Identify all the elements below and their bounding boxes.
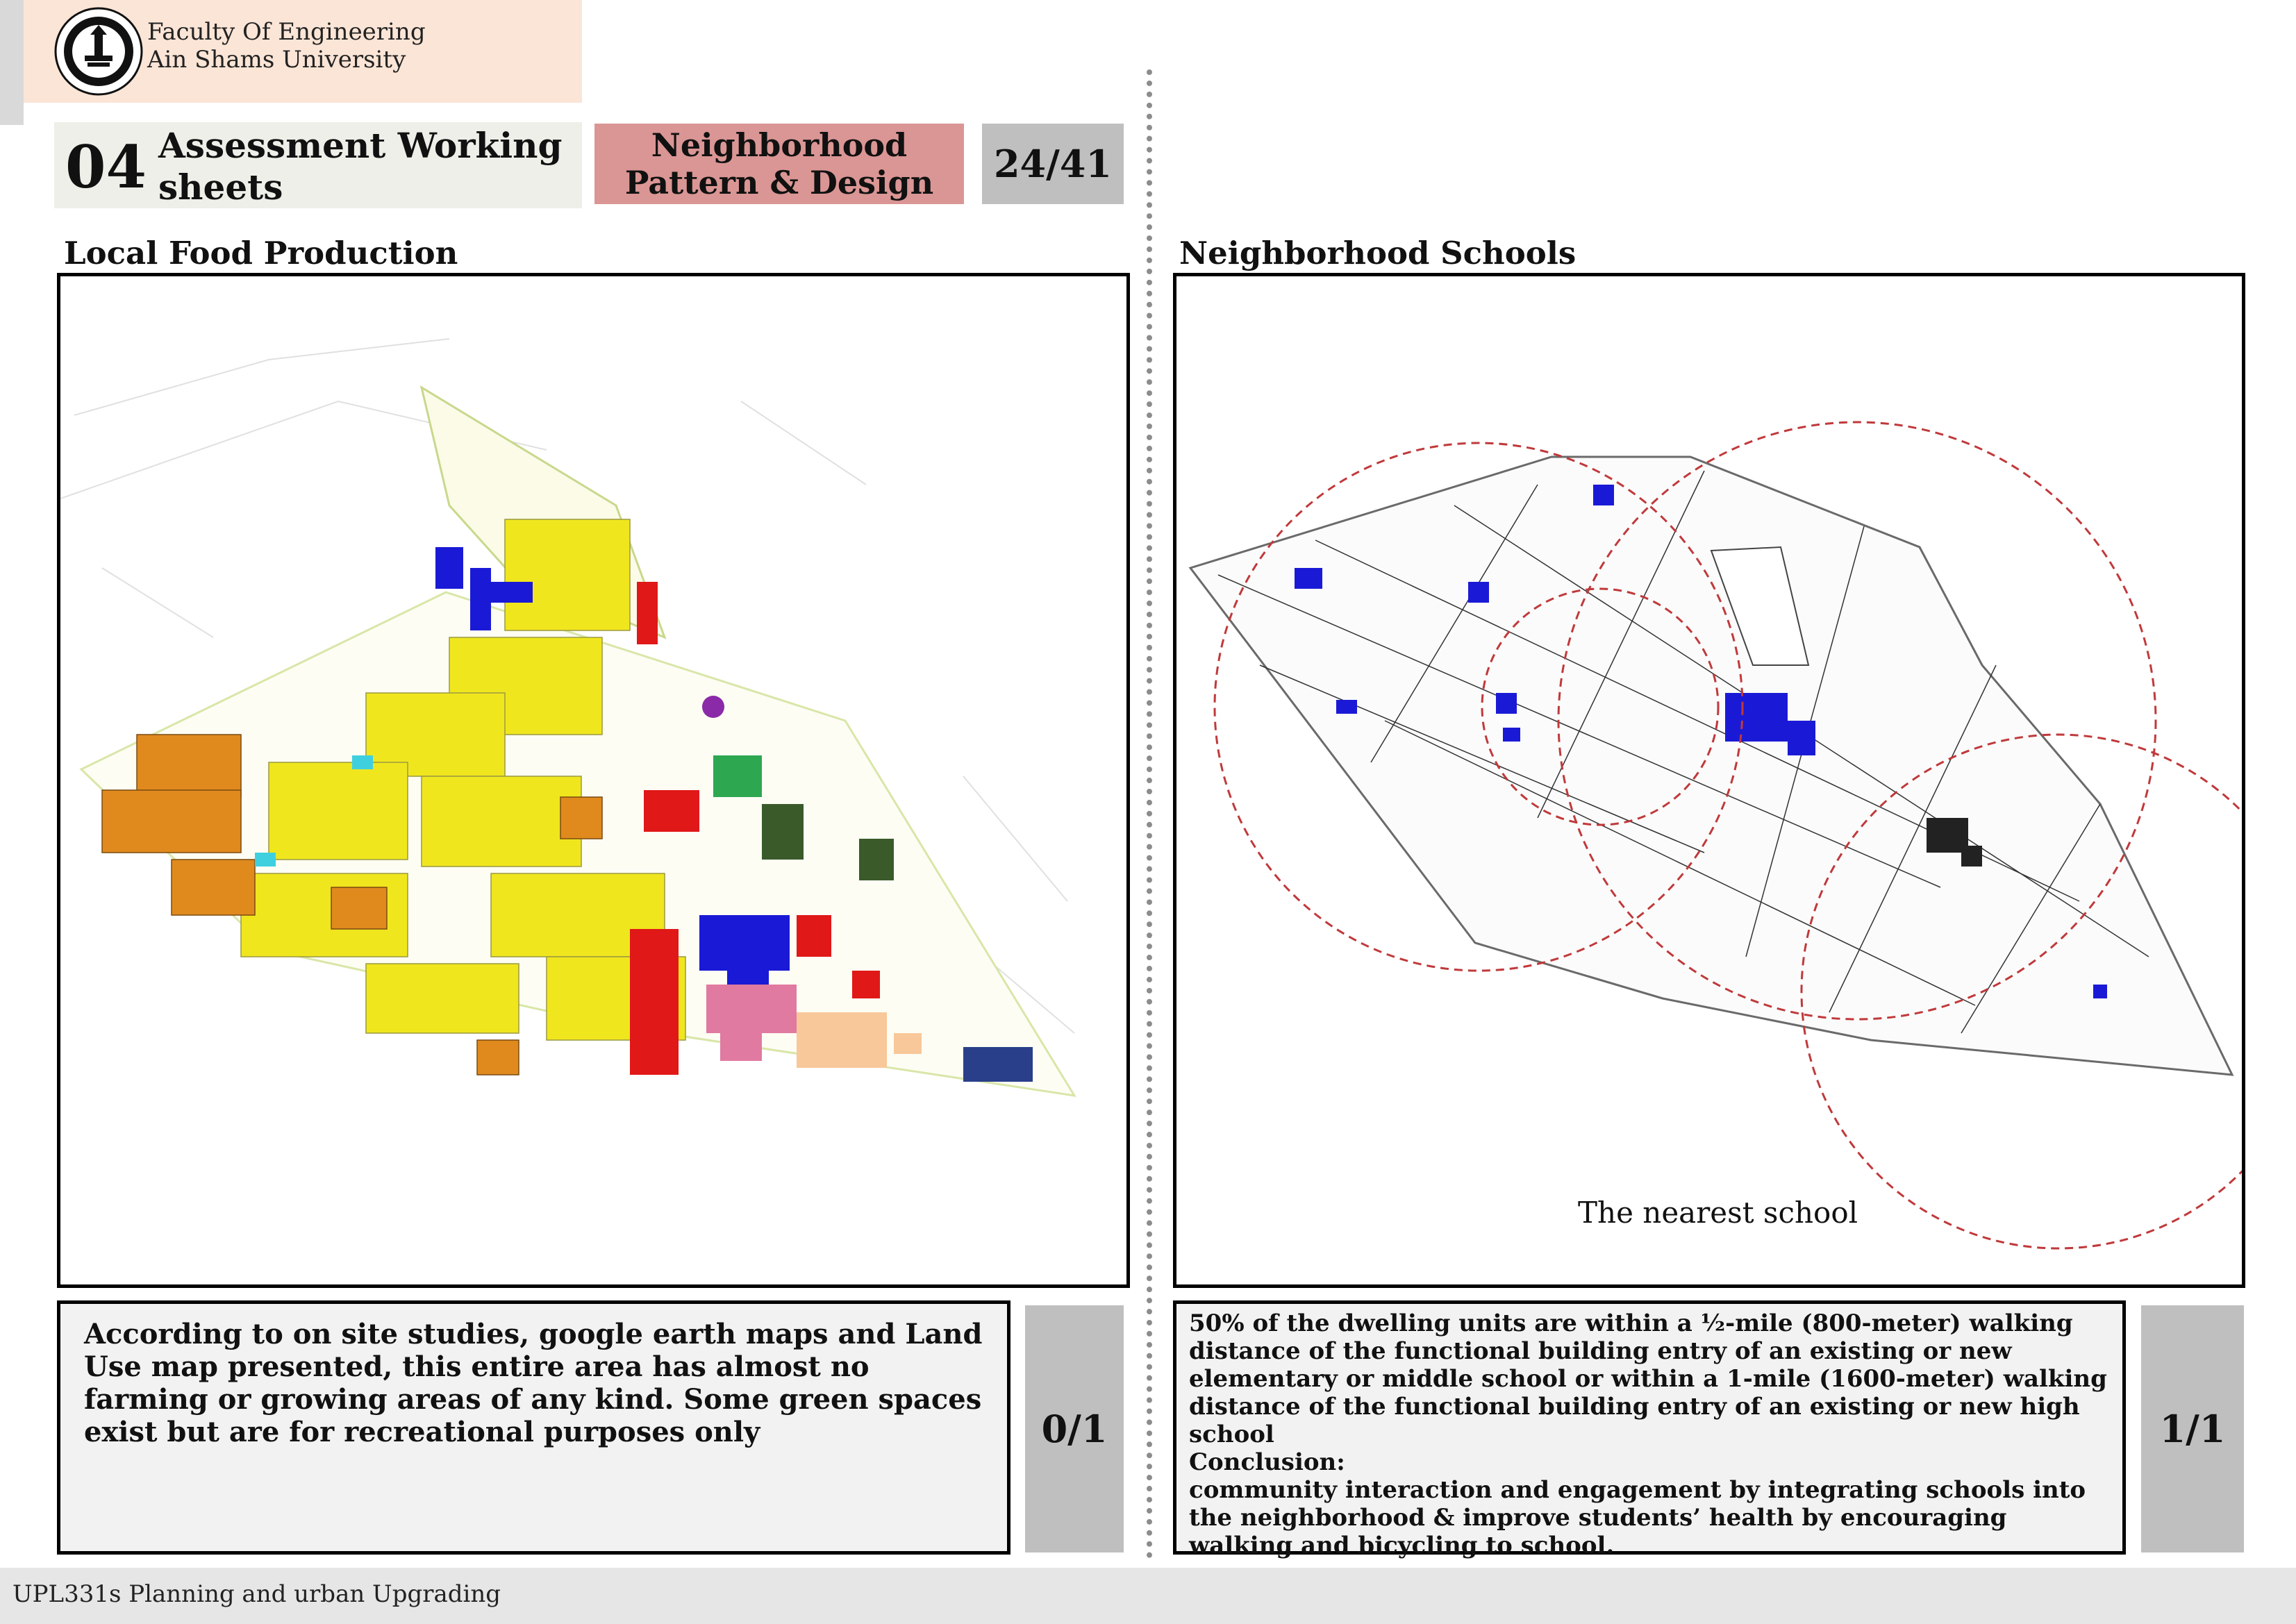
course-footer: UPL331s Planning and urban Upgrading (13, 1580, 501, 1608)
left-panel-title: Local Food Production (64, 235, 458, 271)
category-box (594, 124, 964, 204)
page-number: 24/41 (982, 124, 1124, 204)
section-number: 04 (65, 133, 147, 201)
corner-accent-bar (0, 0, 24, 125)
right-description-text: 50% of the dwelling units are within a ½-mile (800-meter) walking distance of the functional building entry of an existing or new elementary or middle school or within a 1-mile (1600-meter) walking distance of the functional building entry of an existing or new high school (1189, 1309, 2107, 1448)
section-title-line-1: Assessment Working (158, 125, 563, 166)
faculty-name (147, 18, 426, 74)
left-description-text: According to on site studies, google earth maps and Land Use map presented, this entire area has almost no farming or growing areas of any kind. Some green spaces exist but are for recreational purposes only (84, 1318, 983, 1448)
section-title (158, 125, 563, 208)
conclusion-label: Conclusion: (1189, 1448, 1345, 1476)
column-divider (1147, 69, 1152, 1559)
conclusion-text: community interaction and engagement by integrating schools into the neighborhood & improve students’ health by encouraging walking and bicycling to school. (1189, 1476, 2086, 1559)
faculty-line-2: Ain Shams University (147, 46, 406, 74)
category-line-1: Neighborhood (651, 126, 908, 164)
nearest-school-caption: The nearest school (1578, 1196, 1858, 1230)
university-logo-icon (54, 7, 143, 96)
left-score-box: 0/1 (1025, 1305, 1124, 1552)
right-panel-title: Neighborhood Schools (1179, 235, 1577, 271)
section-title-line-2: sheets (158, 167, 283, 208)
school-radius-map-icon (1176, 276, 2242, 1284)
school-map-frame (1173, 273, 2245, 1288)
right-description-box (1173, 1300, 2126, 1559)
category-line-2: Pattern & Design (624, 164, 934, 201)
left-description-box (57, 1300, 1010, 1555)
land-use-map-icon (60, 276, 1126, 1284)
right-score-box: 1/1 (2141, 1305, 2244, 1552)
land-use-map-frame (57, 273, 1130, 1288)
faculty-line-1: Faculty Of Engineering (147, 18, 426, 46)
